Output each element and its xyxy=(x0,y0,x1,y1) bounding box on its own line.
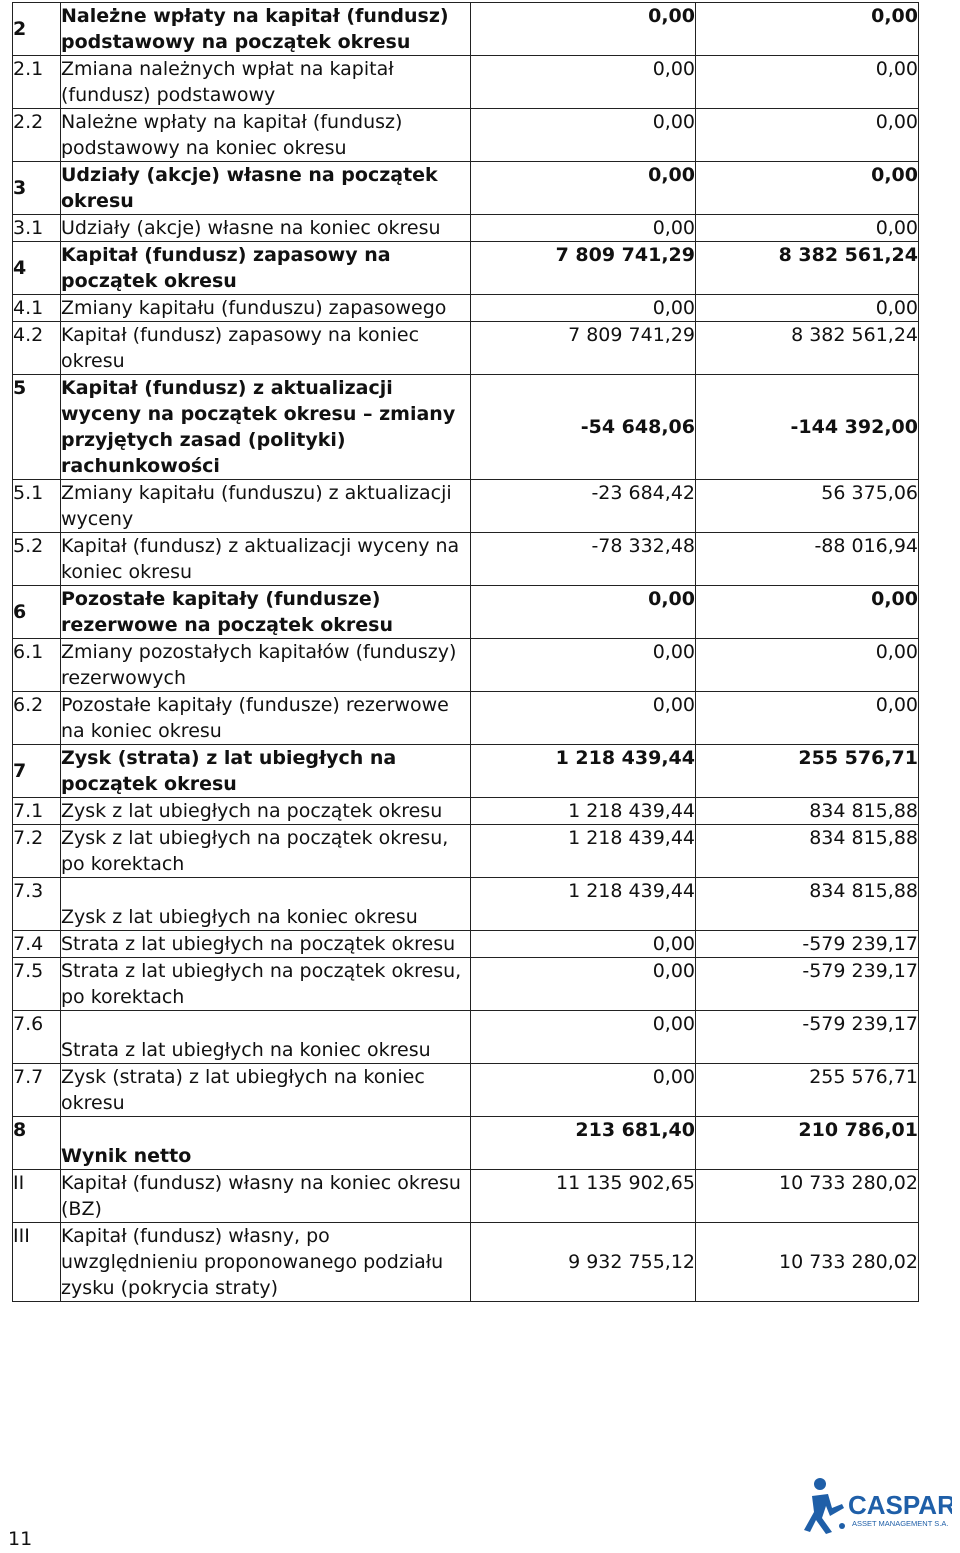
row-number: 7.7 xyxy=(13,1064,61,1117)
value-current: 0,00 xyxy=(471,639,696,692)
row-number: III xyxy=(13,1223,61,1302)
value-previous: 834 815,88 xyxy=(696,798,919,825)
value-current: 7 809 741,29 xyxy=(471,242,696,295)
value-current: 0,00 xyxy=(471,958,696,1011)
value-current: 1 218 439,44 xyxy=(471,825,696,878)
value-previous: -144 392,00 xyxy=(696,375,919,480)
table-row xyxy=(13,242,919,295)
logo-text: CASPAR xyxy=(848,1490,952,1520)
row-number: 4.1 xyxy=(13,295,61,322)
value-current: 0,00 xyxy=(471,215,696,242)
row-number: II xyxy=(13,1170,61,1223)
table-row xyxy=(13,798,919,825)
value-previous: 0,00 xyxy=(696,692,919,745)
row-number: 2.2 xyxy=(13,109,61,162)
row-label: Udziały (akcje) własne na koniec okresu xyxy=(61,215,471,242)
value-current: 11 135 902,65 xyxy=(471,1170,696,1223)
row-number: 6.2 xyxy=(13,692,61,745)
value-previous: 0,00 xyxy=(696,56,919,109)
row-label-text: Zysk z lat ubiegłych na koniec okresu xyxy=(61,906,418,928)
row-label: Zysk z lat ubiegłych na początek okresu xyxy=(61,798,471,825)
table-row xyxy=(13,109,919,162)
table-row xyxy=(13,56,919,109)
table-row xyxy=(13,692,919,745)
row-number: 5 xyxy=(13,375,61,480)
table-row xyxy=(13,375,919,480)
value-previous: 0,00 xyxy=(696,586,919,639)
page-number: 11 xyxy=(8,1528,33,1550)
row-label: Kapitał (fundusz) z aktualizacji wyceny na początek okresu – zmiany przyjętych zasad (polityki) rachunkowości xyxy=(61,375,471,480)
row-label xyxy=(61,878,471,931)
value-previous: 0,00 xyxy=(696,162,919,215)
table-row xyxy=(13,1064,919,1117)
row-label xyxy=(61,1117,471,1170)
value-previous: 8 382 561,24 xyxy=(696,322,919,375)
value-current: 0,00 xyxy=(471,109,696,162)
value-previous: 0,00 xyxy=(696,109,919,162)
table-row xyxy=(13,931,919,958)
value-current: 0,00 xyxy=(471,692,696,745)
table-row xyxy=(13,958,919,1011)
row-number: 7.4 xyxy=(13,931,61,958)
value-current: -78 332,48 xyxy=(471,533,696,586)
row-label: Kapitał (fundusz) zapasowy na początek okresu xyxy=(61,242,471,295)
value-current: -23 684,42 xyxy=(471,480,696,533)
value-previous: 255 576,71 xyxy=(696,745,919,798)
table-row xyxy=(13,639,919,692)
value-current: 0,00 xyxy=(471,1011,696,1064)
row-label: Należne wpłaty na kapitał (fundusz) podstawowy na koniec okresu xyxy=(61,109,471,162)
row-label: Pozostałe kapitały (fundusze) rezerwowe na początek okresu xyxy=(61,586,471,639)
row-label xyxy=(61,1011,471,1064)
row-label-text: Strata z lat ubiegłych na koniec okresu xyxy=(61,1039,431,1061)
row-label: Zmiany pozostałych kapitałów (funduszy) rezerwowych xyxy=(61,639,471,692)
value-current: 0,00 xyxy=(471,586,696,639)
row-number: 2 xyxy=(13,3,61,56)
row-number: 3 xyxy=(13,162,61,215)
value-current: 213 681,40 xyxy=(471,1117,696,1170)
row-label-text: Wynik netto xyxy=(61,1145,192,1167)
row-number: 2.1 xyxy=(13,56,61,109)
row-number: 7.1 xyxy=(13,798,61,825)
value-previous: -579 239,17 xyxy=(696,931,919,958)
table-row xyxy=(13,322,919,375)
company-logo xyxy=(802,1474,952,1536)
table-row xyxy=(13,1223,919,1302)
logo-subtext: ASSET MANAGEMENT S.A. xyxy=(852,1519,949,1528)
value-previous: -579 239,17 xyxy=(696,958,919,1011)
row-number: 5.1 xyxy=(13,480,61,533)
row-number: 6 xyxy=(13,586,61,639)
row-label: Kapitał (fundusz) z aktualizacji wyceny na koniec okresu xyxy=(61,533,471,586)
value-current: 1 218 439,44 xyxy=(471,745,696,798)
row-label: Kapitał (fundusz) zapasowy na koniec okresu xyxy=(61,322,471,375)
table-row xyxy=(13,215,919,242)
row-label: Kapitał (fundusz) własny, po uwzględnieniu proponowanego podziału zysku (pokrycia straty) xyxy=(61,1223,471,1302)
value-previous: -88 016,94 xyxy=(696,533,919,586)
table-row xyxy=(13,480,919,533)
value-current: 1 218 439,44 xyxy=(471,878,696,931)
value-previous: 255 576,71 xyxy=(696,1064,919,1117)
row-number: 5.2 xyxy=(13,533,61,586)
value-current: 0,00 xyxy=(471,1064,696,1117)
value-current: 0,00 xyxy=(471,56,696,109)
value-previous: 8 382 561,24 xyxy=(696,242,919,295)
table-row xyxy=(13,162,919,215)
row-label: Pozostałe kapitały (fundusze) rezerwowe na koniec okresu xyxy=(61,692,471,745)
row-label: Zmiany kapitału (funduszu) z aktualizacji wyceny xyxy=(61,480,471,533)
value-previous: -579 239,17 xyxy=(696,1011,919,1064)
value-previous: 834 815,88 xyxy=(696,878,919,931)
table-row xyxy=(13,1011,919,1064)
row-number: 7.3 xyxy=(13,878,61,931)
row-label: Zysk (strata) z lat ubiegłych na koniec okresu xyxy=(61,1064,471,1117)
table-row xyxy=(13,533,919,586)
table-row xyxy=(13,825,919,878)
value-current: 0,00 xyxy=(471,162,696,215)
caspar-logo-icon xyxy=(802,1474,952,1536)
equity-statement-table xyxy=(12,2,919,1302)
value-current: 0,00 xyxy=(471,295,696,322)
table-row xyxy=(13,745,919,798)
row-label: Zysk z lat ubiegłych na początek okresu, po korektach xyxy=(61,825,471,878)
row-number: 8 xyxy=(13,1117,61,1170)
row-label: Strata z lat ubiegłych na początek okresu, po korektach xyxy=(61,958,471,1011)
row-number: 4.2 xyxy=(13,322,61,375)
row-label: Strata z lat ubiegłych na początek okresu xyxy=(61,931,471,958)
row-label: Zmiana należnych wpłat na kapitał (fundusz) podstawowy xyxy=(61,56,471,109)
table-row xyxy=(13,586,919,639)
value-current: 9 932 755,12 xyxy=(471,1223,696,1302)
row-label: Zmiany kapitału (funduszu) zapasowego xyxy=(61,295,471,322)
table-row xyxy=(13,1117,919,1170)
value-current: 7 809 741,29 xyxy=(471,322,696,375)
row-label: Udziały (akcje) własne na początek okresu xyxy=(61,162,471,215)
value-current: 1 218 439,44 xyxy=(471,798,696,825)
value-previous: 0,00 xyxy=(696,639,919,692)
value-previous: 0,00 xyxy=(696,295,919,322)
value-previous: 10 733 280,02 xyxy=(696,1170,919,1223)
table-row xyxy=(13,295,919,322)
row-number: 7 xyxy=(13,745,61,798)
value-previous: 210 786,01 xyxy=(696,1117,919,1170)
value-current: 0,00 xyxy=(471,3,696,56)
table-row xyxy=(13,1170,919,1223)
value-current: 0,00 xyxy=(471,931,696,958)
value-previous: 0,00 xyxy=(696,215,919,242)
row-number: 7.5 xyxy=(13,958,61,1011)
row-number: 3.1 xyxy=(13,215,61,242)
value-previous: 0,00 xyxy=(696,3,919,56)
row-label: Należne wpłaty na kapitał (fundusz) podstawowy na początek okresu xyxy=(61,3,471,56)
value-current: -54 648,06 xyxy=(471,375,696,480)
row-number: 7.2 xyxy=(13,825,61,878)
row-label: Zysk (strata) z lat ubiegłych na początek okresu xyxy=(61,745,471,798)
row-number: 7.6 xyxy=(13,1011,61,1064)
row-number: 6.1 xyxy=(13,639,61,692)
row-label: Kapitał (fundusz) własny na koniec okresu (BZ) xyxy=(61,1170,471,1223)
value-previous: 834 815,88 xyxy=(696,825,919,878)
value-previous: 56 375,06 xyxy=(696,480,919,533)
row-number: 4 xyxy=(13,242,61,295)
value-previous: 10 733 280,02 xyxy=(696,1223,919,1302)
table-row xyxy=(13,3,919,56)
table-row xyxy=(13,878,919,931)
